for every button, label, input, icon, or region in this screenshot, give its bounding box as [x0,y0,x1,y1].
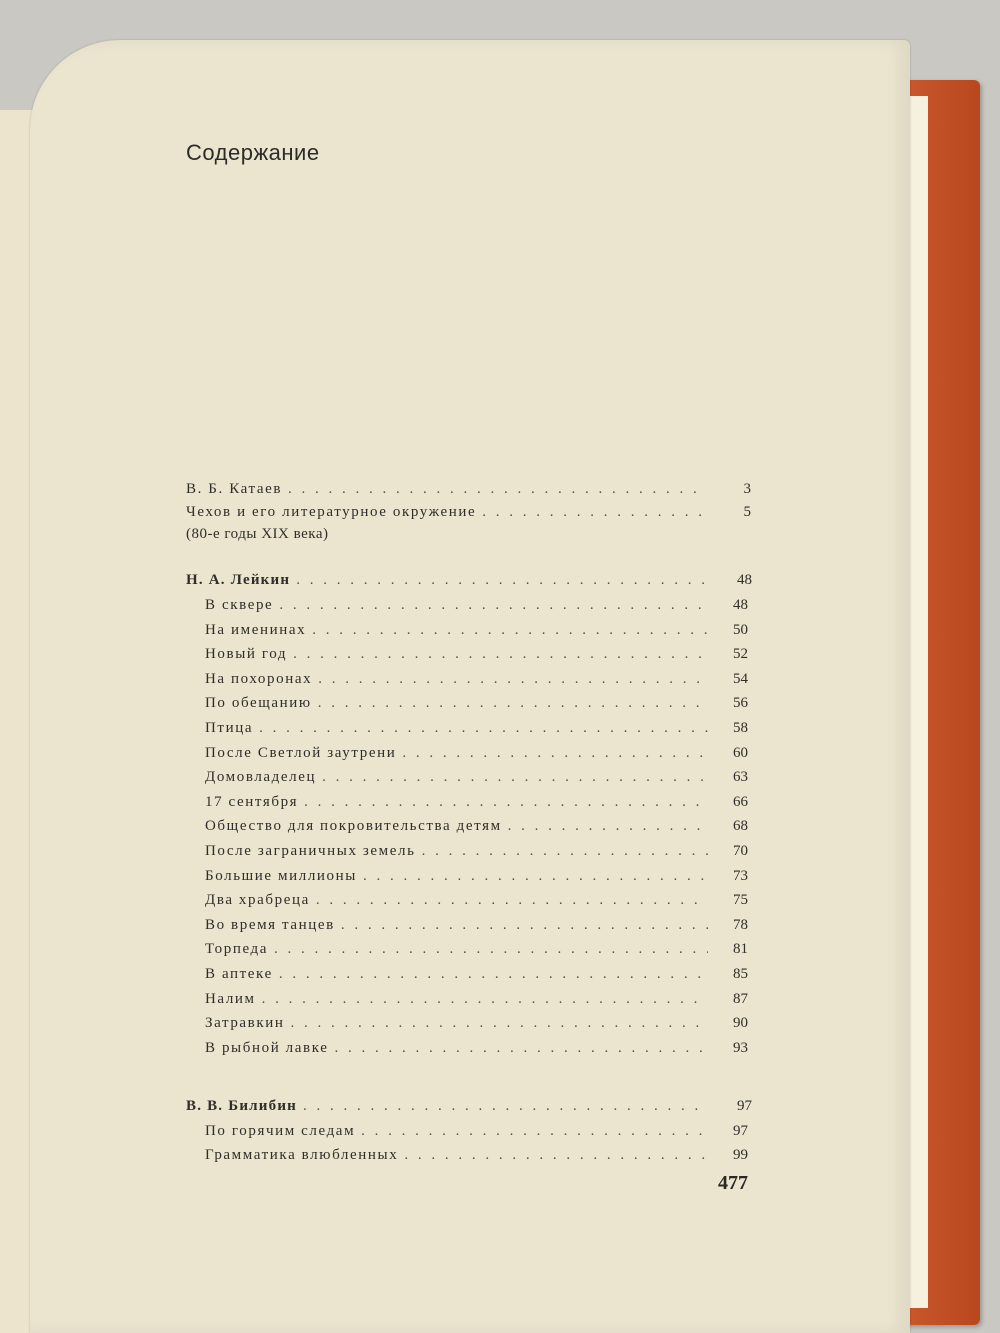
toc-entry-title: Новый год [205,646,288,663]
toc-entry-page: 87 [733,990,748,1007]
toc-entry-page: 63 [733,769,748,786]
toc-entry [205,991,748,1011]
toc-entry [205,1147,748,1167]
toc-entry-title: Два храбреца [205,892,310,909]
toc-entry-title: В рыбной лавке [205,1039,329,1056]
toc-entry-page: 68 [733,818,748,835]
toc-entry [205,1123,748,1143]
toc-entry-page: 75 [733,892,748,909]
toc-entry-page: 78 [733,916,748,933]
toc-entry [205,966,748,986]
toc-entry [205,671,748,691]
leader-dots [293,646,708,663]
toc-entry [205,843,748,863]
toc-entry-page: 70 [733,843,748,859]
toc-entry-page: 58 [733,720,748,736]
toc-entry-page: 97 [737,1098,752,1114]
toc-entry-title: Общество для покровительства детям [205,818,502,835]
toc-entry-page: 99 [733,1147,748,1163]
toc-entry [205,892,748,912]
toc-entry-title: На именинах [205,621,307,638]
leader-dots [318,695,708,712]
toc-entry-page: 48 [733,597,748,613]
toc-entry [205,794,748,814]
toc-entry-title: В аптеке [205,966,273,982]
toc-entry-page: 85 [733,966,748,982]
toc-entry-title: Чехов и его литературное окружение [186,504,477,520]
toc-author-name: В. В. Билибин [186,1098,298,1114]
toc-entry-page: 54 [733,670,748,687]
toc-entry-page: 93 [733,1039,748,1056]
toc-entry [205,868,748,888]
toc-entry [205,745,748,765]
toc-entry-page: 97 [733,1123,748,1139]
leader-dots [318,671,708,688]
toc-entry-author [186,481,751,501]
leader-dots [274,941,708,958]
leader-dots [262,991,708,1008]
toc-entry-page: 90 [733,1015,748,1032]
leader-dots [291,1015,708,1032]
toc-entry-page: 73 [733,867,748,884]
toc-entry-page: 56 [733,695,748,712]
leader-dots [296,572,708,589]
toc-entry-title: По обещанию [205,695,312,712]
toc-entry-page: 66 [733,793,748,810]
leader-dots [422,843,708,860]
toc-entry-page: 50 [733,621,748,638]
toc-entry [205,720,748,740]
toc-entry-title: Во время танцев [205,916,335,933]
toc-entry-title: После заграничных земель [205,843,416,859]
leader-dots [404,1147,708,1164]
leader-dots [279,597,708,614]
leader-dots [363,868,708,885]
toc-entry-title: По горячим следам [205,1123,356,1139]
toc-entry [205,769,748,789]
toc-entry-essay [186,504,751,524]
toc-entry [205,695,748,715]
toc-entry-title: В. Б. Катаев [186,481,283,497]
toc-entry-title: Большие миллионы [205,867,357,884]
toc-entry [205,622,748,642]
leader-dots [312,622,708,639]
toc-entry [205,646,748,666]
toc-entry [205,818,748,838]
toc-entry [205,1040,748,1060]
toc-entry-page: 48 [737,572,752,588]
leader-dots [304,794,708,811]
leader-dots [279,966,708,983]
toc-entry-title: На похоронах [205,670,313,687]
toc-entry [205,917,748,937]
toc-author-name: Н. А. Лейкин [186,572,291,588]
leader-dots [508,818,708,835]
toc-entry-title: Домовладелец [205,769,317,786]
leader-dots [361,1123,708,1140]
toc-entry-title: В сквере [205,597,274,613]
toc-entry-page: 5 [743,504,751,520]
toc-entry-title: Грамматика влюбленных [205,1147,399,1163]
toc-entry [205,941,748,961]
leader-dots [341,917,708,934]
toc-entry-subtitle: (80-е годы XIX века) [186,526,329,542]
toc-entry-title: Затравкин [205,1015,285,1032]
toc-entry-title: После Светлой заутрени [205,744,397,761]
leader-dots [482,504,703,521]
page-number: 477 [718,1172,748,1194]
toc-entry-author [186,1098,752,1118]
toc-entry-page: 60 [733,744,748,761]
leader-dots [334,1040,708,1057]
toc-entry-title: Торпеда [205,941,269,958]
toc-entry-title: 17 сентября [205,793,299,810]
leader-dots [322,769,708,786]
toc-entry-title: Налим [205,990,256,1007]
leader-dots [316,892,708,909]
leader-dots [259,720,708,737]
toc-entry-page: 81 [733,941,748,958]
toc-entry-page: 3 [743,481,751,497]
leader-dots [303,1098,708,1115]
toc-entry-author [186,572,752,592]
leader-dots [288,481,703,498]
leader-dots [402,745,708,762]
page-heading: Содержание [186,140,320,165]
toc-entry [205,597,748,617]
toc-entry-title: Птица [205,720,254,736]
toc-entry [205,1015,748,1035]
toc-entry-page: 52 [733,646,748,663]
